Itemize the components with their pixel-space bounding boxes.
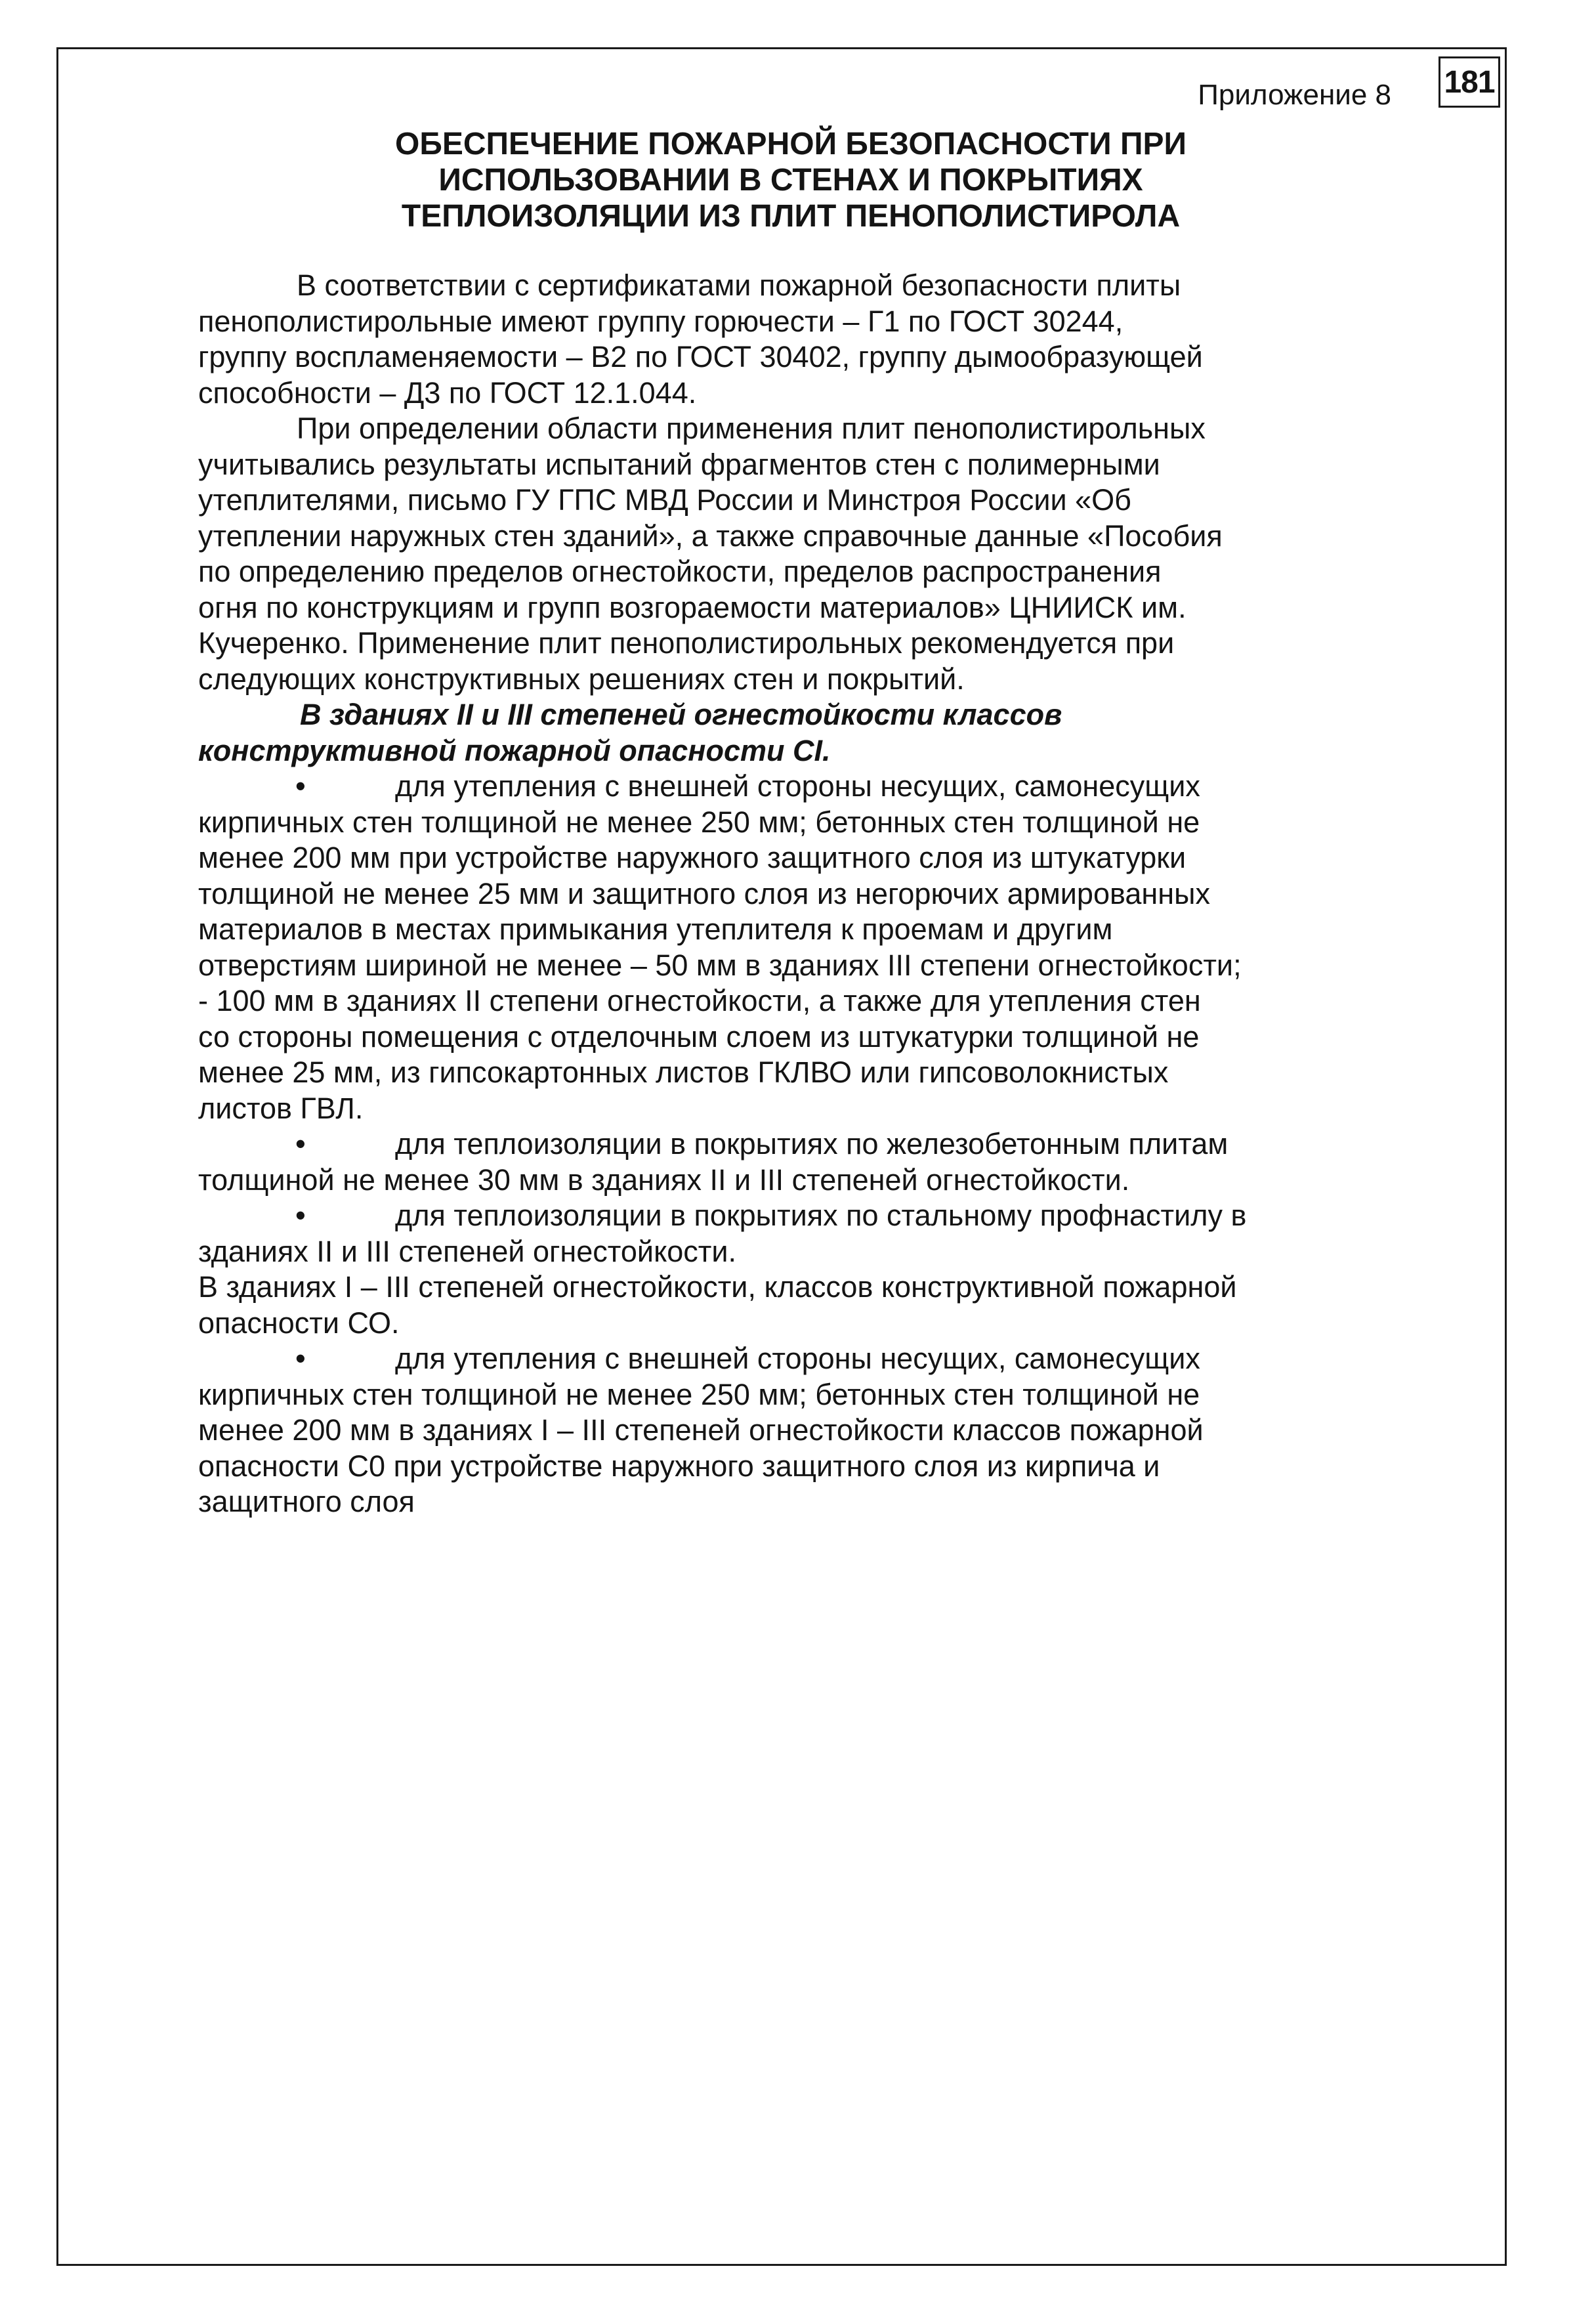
text-line: пенополистирольные имеют группу горючести – Г1 по ГОСТ 30244, — [198, 304, 1124, 338]
text-line: защитного слоя — [198, 1485, 415, 1518]
appendix-label: Приложение 8 — [1198, 79, 1391, 111]
text-line: группу воспламеняемости – В2 по ГОСТ 30402, группу дымообразующей — [198, 340, 1203, 373]
text-line: При определении области применения плит пенополистирольных — [297, 412, 1206, 445]
text-line: утеплителями, письмо ГУ ГПС МВД России и Минстроя России «Об — [198, 483, 1131, 517]
heading-line: В зданиях II и III степеней огнестойкости классов — [300, 698, 1062, 731]
text-line: - 100 мм в зданиях II степени огнестойкости, а также для утепления стен — [198, 984, 1201, 1017]
bullet-item-external-insulation — [198, 769, 1399, 1126]
text-line: со стороны помещения с отделочным слоем из штукатурки толщиной не — [198, 1019, 1200, 1054]
bullet-item-c0-external-insulation — [198, 1341, 1399, 1520]
text-line: отверстиям шириной не менее – 50 мм в зданиях III степени огнестойкости; — [198, 948, 1242, 982]
paragraph-c0-buildings — [198, 1269, 1399, 1341]
bullet-icon: • — [295, 1127, 306, 1160]
title-line: ТЕПЛОИЗОЛЯЦИИ ИЗ ПЛИТ ПЕНОПОЛИСТИРОЛА — [401, 199, 1181, 234]
bullet-item-steel-deck-roof — [198, 1198, 1399, 1269]
text-line: толщиной не менее 25 мм и защитного слоя из негорючих армированных — [198, 876, 1210, 910]
text-line: для утепления с внешней стороны несущих, самонесущих — [395, 1342, 1200, 1375]
bullet-icon: • — [295, 1199, 306, 1232]
page-number: 181 — [1438, 56, 1500, 108]
bullet-icon: • — [295, 769, 306, 803]
heading-line: конструктивной пожарной опасности CI. — [198, 733, 831, 767]
text-line: зданиях II и III степеней огнестойкости. — [198, 1234, 737, 1268]
text-line: менее 200 мм в зданиях I – III степеней огнестойкости классов пожарной — [198, 1413, 1204, 1447]
text-line: для теплоизоляции в покрытиях по стальному профнастилу в — [395, 1199, 1247, 1232]
text-line: утеплении наружных стен зданий», а также справочные данные «Пособия — [198, 519, 1223, 553]
text-line: способности – Д3 по ГОСТ 12.1.044. — [198, 375, 697, 410]
bullet-icon: • — [295, 1342, 306, 1375]
text-line: Кучеренко. Применение плит пенополистирольных рекомендуется при — [198, 626, 1175, 660]
text-line: следующих конструктивных решениях стен и покрытий. — [198, 662, 965, 696]
document-title — [190, 126, 1391, 234]
document-body — [198, 268, 1399, 1520]
section-heading-c1 — [198, 697, 1399, 769]
text-line: кирпичных стен толщиной не менее 250 мм; бетонных стен толщиной не — [198, 805, 1200, 839]
paragraph-certificates — [198, 268, 1399, 411]
bullet-item-concrete-roof — [198, 1126, 1399, 1198]
text-line: опасности С0 при устройстве наружного защитного слоя из кирпича и — [198, 1449, 1160, 1483]
paragraph-application-area — [198, 411, 1399, 697]
text-line: В соответствии с сертификатами пожарной безопасности плиты — [297, 268, 1181, 302]
text-line: толщиной не менее 30 мм в зданиях II и III степеней огнестойкости. — [198, 1162, 1130, 1197]
text-line: по определению пределов огнестойкости, пределов распространения — [198, 555, 1162, 588]
text-line: менее 200 мм при устройстве наружного защитного слоя из штукатурки — [198, 841, 1186, 874]
text-line: менее 25 мм, из гипсокартонных листов ГКЛВО или гипсоволокнистых — [198, 1055, 1169, 1089]
text-line: В зданиях I – III степеней огнестойкости, классов конструктивной пожарной — [198, 1270, 1237, 1304]
text-line: листов ГВЛ. — [198, 1091, 364, 1125]
text-line: для теплоизоляции в покрытиях по железобетонным плитам — [395, 1127, 1228, 1160]
text-line: для утепления с внешней стороны несущих, самонесущих — [395, 769, 1200, 803]
text-line: огня по конструкциям и групп возгораемости материалов» ЦНИИСК им. — [198, 590, 1186, 624]
text-line: материалов в местах примыкания утеплителя к проемам и другим — [198, 912, 1113, 946]
title-line: ОБЕСПЕЧЕНИЕ ПОЖАРНОЙ БЕЗОПАСНОСТИ ПРИ — [395, 127, 1186, 161]
text-line: учитывались результаты испытаний фрагментов стен с полимерными — [198, 447, 1160, 481]
title-line: ИСПОЛЬЗОВАНИИ В СТЕНАХ И ПОКРЫТИЯХ — [438, 163, 1143, 198]
text-line: кирпичных стен толщиной не менее 250 мм; бетонных стен толщиной не — [198, 1377, 1200, 1411]
text-line: опасности СО. — [198, 1306, 400, 1340]
